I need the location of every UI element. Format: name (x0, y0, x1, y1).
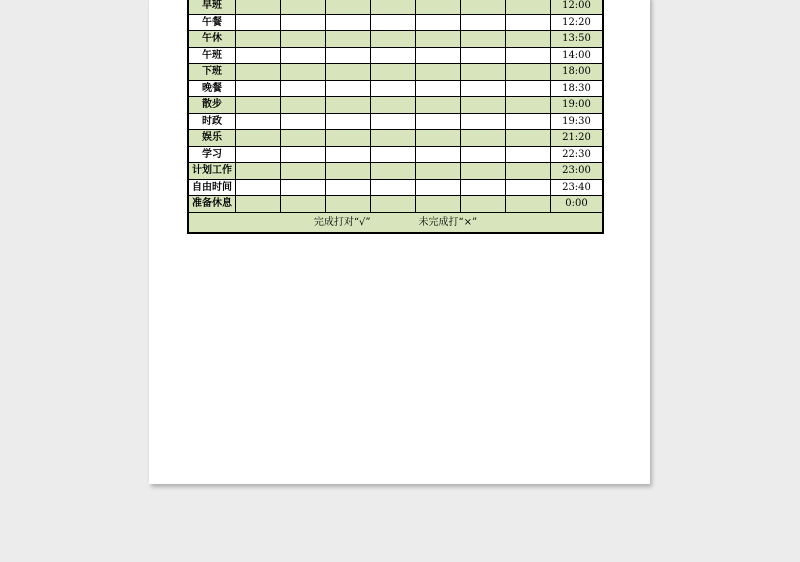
check-cell[interactable] (371, 64, 416, 81)
check-cell[interactable] (416, 163, 461, 180)
schedule-row (188, 31, 603, 48)
check-cell[interactable] (326, 31, 371, 48)
check-cell[interactable] (416, 113, 461, 130)
check-cell[interactable] (506, 163, 551, 180)
check-cell[interactable] (281, 146, 326, 163)
check-cell[interactable] (506, 146, 551, 163)
time-cell: 22:30 (551, 146, 604, 163)
check-cell[interactable] (506, 80, 551, 97)
activity-label: 娱乐 (188, 130, 236, 147)
time-cell: 14:00 (551, 47, 604, 64)
legend-undone-text: 未完成打“×” (418, 216, 478, 228)
check-cell[interactable] (461, 14, 506, 31)
check-cell[interactable] (506, 14, 551, 31)
check-cell[interactable] (461, 113, 506, 130)
check-cell[interactable] (461, 179, 506, 196)
schedule-row (188, 80, 603, 97)
check-cell[interactable] (281, 80, 326, 97)
check-cell[interactable] (506, 97, 551, 114)
check-cell[interactable] (461, 146, 506, 163)
activity-label: 学习 (188, 146, 236, 163)
check-cell[interactable] (371, 163, 416, 180)
check-cell[interactable] (236, 14, 281, 31)
schedule-row (188, 163, 603, 180)
check-cell[interactable] (281, 64, 326, 81)
check-cell[interactable] (236, 80, 281, 97)
check-cell[interactable] (371, 130, 416, 147)
check-cell[interactable] (236, 64, 281, 81)
check-cell[interactable] (416, 0, 461, 14)
schedule-row (188, 14, 603, 31)
check-cell[interactable] (236, 146, 281, 163)
time-cell: 23:00 (551, 163, 604, 180)
check-cell[interactable] (371, 97, 416, 114)
check-cell[interactable] (326, 0, 371, 14)
schedule-row (188, 97, 603, 114)
check-cell[interactable] (461, 80, 506, 97)
activity-label: 下班 (188, 64, 236, 81)
check-cell[interactable] (281, 0, 326, 14)
legend-footer (188, 212, 603, 233)
check-cell[interactable] (416, 47, 461, 64)
check-cell[interactable] (461, 64, 506, 81)
schedule-row (188, 0, 603, 14)
check-cell[interactable] (281, 196, 326, 213)
schedule-row (188, 130, 603, 147)
check-cell[interactable] (236, 47, 281, 64)
time-cell: 12:00 (551, 0, 604, 14)
activity-label: 午餐 (188, 14, 236, 31)
time-cell: 21:20 (551, 130, 604, 147)
check-cell[interactable] (236, 163, 281, 180)
check-cell[interactable] (506, 130, 551, 147)
activity-label: 准备休息 (188, 196, 236, 213)
check-cell[interactable] (506, 31, 551, 48)
check-cell[interactable] (281, 97, 326, 114)
check-cell[interactable] (326, 179, 371, 196)
check-cell[interactable] (461, 196, 506, 213)
check-cell[interactable] (506, 196, 551, 213)
check-cell[interactable] (371, 179, 416, 196)
check-cell[interactable] (371, 0, 416, 14)
check-cell[interactable] (236, 97, 281, 114)
time-cell: 13:50 (551, 31, 604, 48)
check-cell[interactable] (326, 14, 371, 31)
check-cell[interactable] (326, 196, 371, 213)
time-cell: 19:30 (551, 113, 604, 130)
check-cell[interactable] (461, 163, 506, 180)
check-cell[interactable] (461, 47, 506, 64)
check-cell[interactable] (236, 113, 281, 130)
check-cell[interactable] (416, 196, 461, 213)
check-cell[interactable] (326, 113, 371, 130)
check-cell[interactable] (236, 130, 281, 147)
check-cell[interactable] (506, 0, 551, 14)
check-cell[interactable] (281, 130, 326, 147)
check-cell[interactable] (506, 113, 551, 130)
check-cell[interactable] (326, 146, 371, 163)
check-cell[interactable] (326, 80, 371, 97)
check-cell[interactable] (371, 80, 416, 97)
daily-schedule-table (187, 0, 604, 234)
check-cell[interactable] (326, 130, 371, 147)
check-cell[interactable] (371, 14, 416, 31)
schedule-row (188, 196, 603, 213)
check-cell[interactable] (506, 47, 551, 64)
check-cell[interactable] (281, 14, 326, 31)
time-cell: 18:00 (551, 64, 604, 81)
check-cell[interactable] (326, 64, 371, 81)
check-cell[interactable] (371, 196, 416, 213)
activity-label: 午班 (188, 47, 236, 64)
schedule-row (188, 113, 603, 130)
check-cell[interactable] (236, 31, 281, 48)
check-cell[interactable] (416, 80, 461, 97)
activity-label: 计划工作 (188, 163, 236, 180)
document-page (149, 0, 650, 484)
check-cell[interactable] (461, 31, 506, 48)
check-cell[interactable] (371, 47, 416, 64)
activity-label: 早班 (188, 0, 236, 14)
time-cell: 19:00 (551, 97, 604, 114)
check-cell[interactable] (236, 0, 281, 14)
activity-label: 时政 (188, 113, 236, 130)
check-cell[interactable] (326, 163, 371, 180)
check-cell[interactable] (326, 97, 371, 114)
check-cell[interactable] (506, 64, 551, 81)
activity-label: 晚餐 (188, 80, 236, 97)
check-cell[interactable] (416, 31, 461, 48)
schedule-row (188, 146, 603, 163)
check-cell[interactable] (506, 179, 551, 196)
time-cell: 23:40 (551, 179, 604, 196)
time-cell: 0:00 (551, 196, 604, 213)
check-cell[interactable] (281, 113, 326, 130)
check-cell[interactable] (416, 146, 461, 163)
check-cell[interactable] (281, 179, 326, 196)
check-cell[interactable] (281, 31, 326, 48)
check-cell[interactable] (236, 196, 281, 213)
check-cell[interactable] (461, 0, 506, 14)
schedule-row (188, 179, 603, 196)
check-cell[interactable] (236, 179, 281, 196)
check-cell[interactable] (416, 97, 461, 114)
schedule-row (188, 47, 603, 64)
check-cell[interactable] (461, 97, 506, 114)
activity-label: 午休 (188, 31, 236, 48)
check-cell[interactable] (416, 14, 461, 31)
check-cell[interactable] (416, 179, 461, 196)
check-cell[interactable] (461, 130, 506, 147)
check-cell[interactable] (371, 146, 416, 163)
activity-label: 散步 (188, 97, 236, 114)
check-cell[interactable] (281, 163, 326, 180)
check-cell[interactable] (416, 64, 461, 81)
check-cell[interactable] (371, 113, 416, 130)
time-cell: 12:20 (551, 14, 604, 31)
schedule-row (188, 64, 603, 81)
check-cell[interactable] (371, 31, 416, 48)
check-cell[interactable] (416, 130, 461, 147)
check-cell[interactable] (281, 47, 326, 64)
time-cell: 18:30 (551, 80, 604, 97)
check-cell[interactable] (326, 47, 371, 64)
legend-done-text: 完成打对“√” (313, 216, 371, 228)
activity-label: 自由时间 (188, 179, 236, 196)
